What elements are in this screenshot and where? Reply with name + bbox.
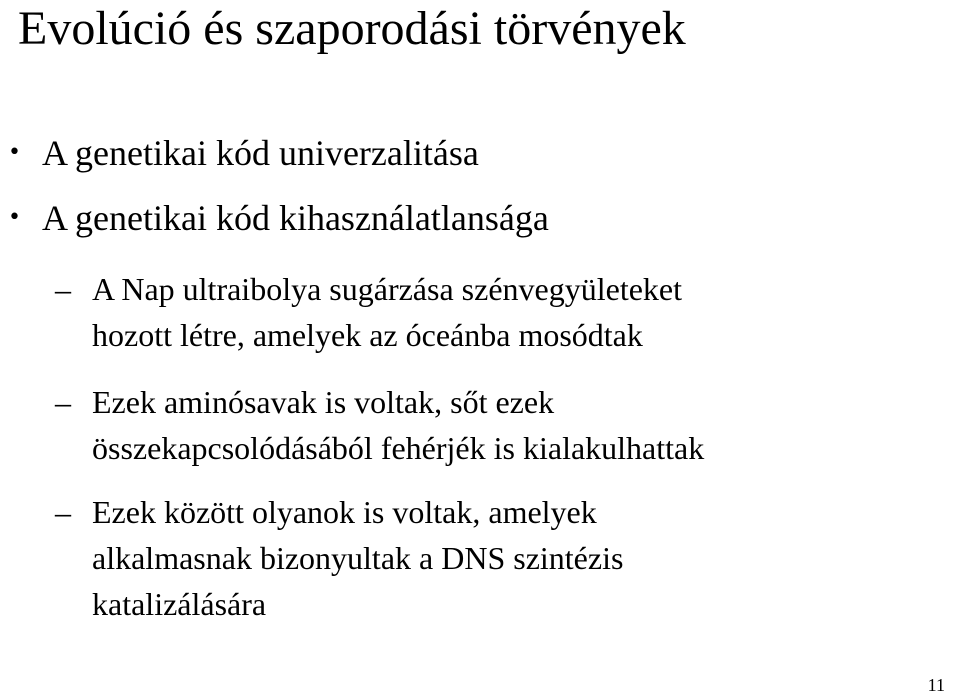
sub-bullet-line: Ezek aminósavak is voltak, sőt ezek <box>92 384 555 420</box>
bullet-marker: • <box>8 205 21 230</box>
dash-marker: – <box>55 494 71 530</box>
sub-bullet-text <box>92 379 892 471</box>
page-number: 11 <box>927 675 945 695</box>
sub-bullet-text <box>92 489 892 627</box>
sub-bullet-line: összekapcsolódásából fehérjék is kialakulhattak <box>92 430 705 466</box>
sub-bullet-line: alkalmasnak bizonyultak a DNS szintézis <box>92 540 624 576</box>
sub-bullet-line: katalizálására <box>92 586 267 622</box>
slide-title: Evolúció és szaporodási törvények <box>18 2 686 55</box>
sub-bullet-line: Ezek között olyanok is voltak, amelyek <box>92 494 597 530</box>
sub-bullet-line: A Nap ultraibolya sugárzása szénvegyületeket <box>92 271 682 307</box>
sub-bullet-text <box>92 266 892 358</box>
bullet-text: A genetikai kód kihasználatlansága <box>42 198 549 238</box>
bullet-text: A genetikai kód univerzalitása <box>42 133 479 173</box>
dash-marker: – <box>55 384 71 420</box>
bullet-marker: • <box>8 140 21 165</box>
sub-bullet-line: hozott létre, amelyek az óceánba mosódtak <box>92 317 643 353</box>
dash-marker: – <box>55 271 71 307</box>
